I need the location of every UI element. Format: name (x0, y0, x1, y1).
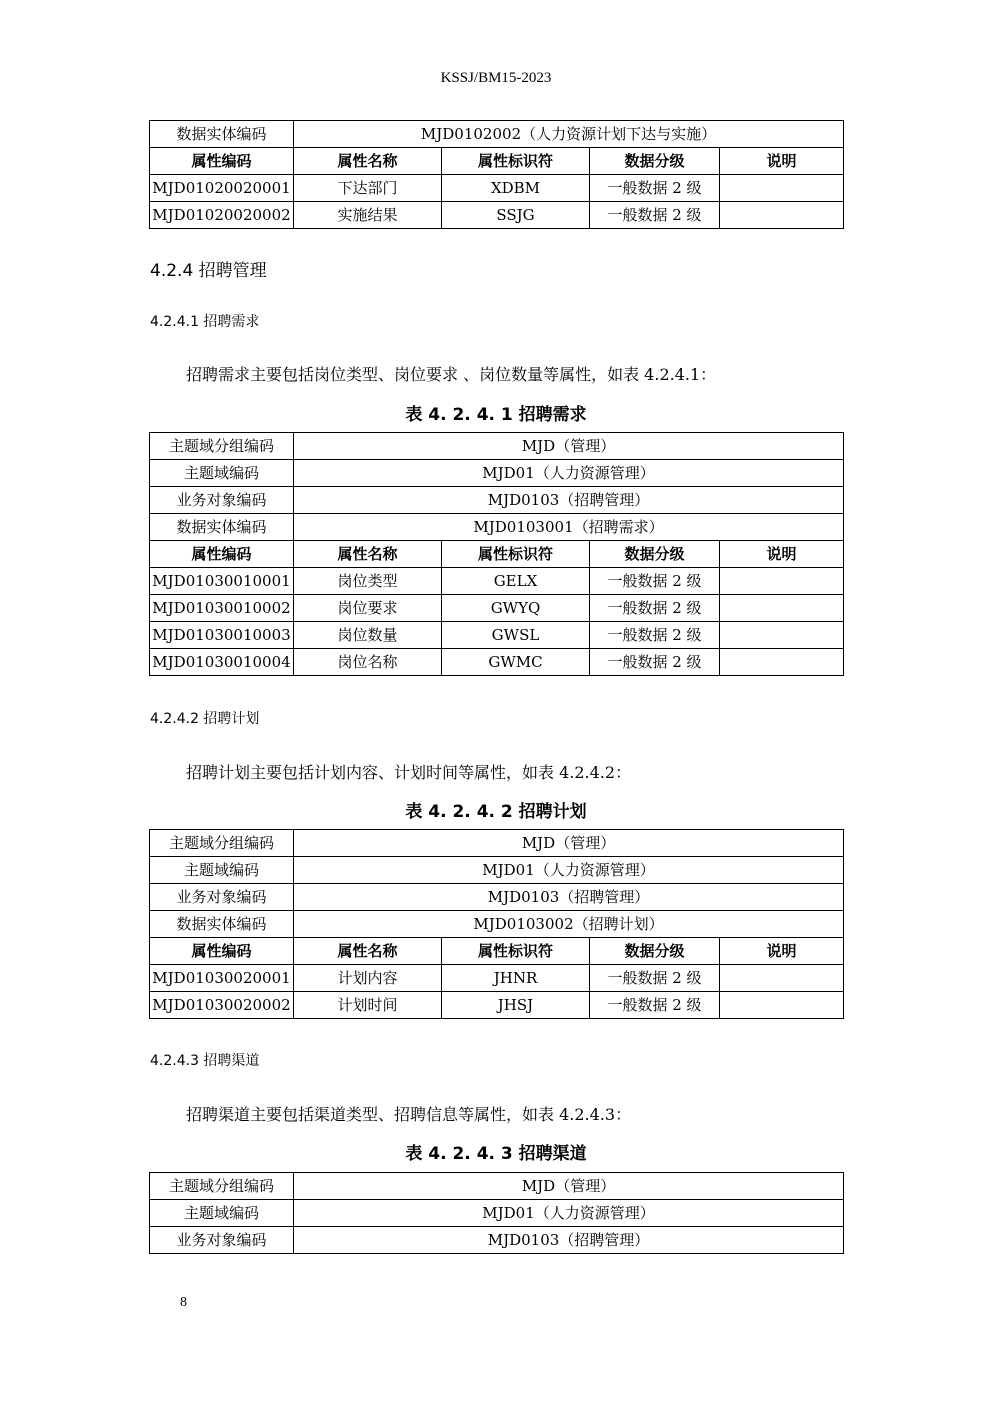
table-cell: MJD01030020001 (150, 965, 294, 992)
table-row (150, 965, 844, 992)
table-cell: 一般数据 2 级 (590, 992, 720, 1019)
table-cell: JHSJ (442, 992, 590, 1019)
table-row (150, 568, 844, 595)
meta-value: MJD0103001（招聘需求） (294, 514, 844, 541)
table-recruitment-channel (149, 1172, 844, 1254)
table-cell: GELX (442, 568, 590, 595)
table-cell: SSJG (442, 202, 590, 229)
meta-row (150, 1200, 844, 1227)
meta-value: MJD（管理） (294, 1173, 844, 1200)
column-header: 数据分级 (590, 148, 720, 175)
column-header: 属性编码 (150, 541, 294, 568)
table-cell: MJD01030010003 (150, 622, 294, 649)
meta-label: 数据实体编码 (150, 911, 294, 938)
table-cell: 岗位要求 (294, 595, 442, 622)
table-cell: MJD01030020002 (150, 992, 294, 1019)
table-cell: MJD01020020002 (150, 202, 294, 229)
table-cell: MJD01030010001 (150, 568, 294, 595)
table-cell: MJD01030010002 (150, 595, 294, 622)
table-cell: 计划时间 (294, 992, 442, 1019)
table-cell: 计划内容 (294, 965, 442, 992)
table-cell (720, 202, 844, 229)
meta-row (150, 857, 844, 884)
meta-label: 主题域分组编码 (150, 1173, 294, 1200)
table-row (150, 202, 844, 229)
column-header: 说明 (720, 938, 844, 965)
table-cell (720, 649, 844, 676)
table-cell: 一般数据 2 级 (590, 965, 720, 992)
table-caption-4-2-4-3: 表 4. 2. 4. 3 招聘渠道 (405, 1144, 587, 1164)
table-cell (720, 595, 844, 622)
table-cell: JHNR (442, 965, 590, 992)
table-cell: 岗位类型 (294, 568, 442, 595)
column-header: 数据分级 (590, 938, 720, 965)
section-heading-4-2-4-2: 4.2.4.2 招聘计划 (150, 711, 260, 727)
meta-row (150, 911, 844, 938)
column-header: 说明 (720, 541, 844, 568)
meta-label: 数据实体编码 (150, 121, 294, 148)
meta-label: 主题域编码 (150, 857, 294, 884)
table-cell (720, 175, 844, 202)
meta-value: MJD0103（招聘管理） (294, 1227, 844, 1254)
column-header: 属性名称 (294, 541, 442, 568)
paragraph-4-2-4-1: 招聘需求主要包括岗位类型、岗位要求 、岗位数量等属性，如表 4.2.4.1： (186, 365, 717, 384)
table-recruitment-demand (149, 432, 844, 676)
column-header: 属性名称 (294, 938, 442, 965)
meta-label: 主题域分组编码 (150, 433, 294, 460)
meta-value: MJD0103002（招聘计划） (294, 911, 844, 938)
column-header: 属性名称 (294, 148, 442, 175)
meta-value: MJD（管理） (294, 830, 844, 857)
meta-row (150, 1173, 844, 1200)
table-row (150, 175, 844, 202)
column-header: 属性标识符 (442, 541, 590, 568)
meta-value: MJD0103（招聘管理） (294, 884, 844, 911)
table-caption-4-2-4-2: 表 4. 2. 4. 2 招聘计划 (405, 802, 587, 822)
table-cell (720, 992, 844, 1019)
section-heading-4-2-4-3: 4.2.4.3 招聘渠道 (150, 1053, 260, 1069)
column-header: 数据分级 (590, 541, 720, 568)
table-row (150, 595, 844, 622)
column-header: 属性编码 (150, 938, 294, 965)
table-cell: 岗位名称 (294, 649, 442, 676)
meta-row (150, 830, 844, 857)
table-cell: GWYQ (442, 595, 590, 622)
paragraph-4-2-4-2: 招聘计划主要包括计划内容、计划时间等属性，如表 4.2.4.2： (186, 763, 632, 782)
table-hr-plan-implementation (149, 120, 844, 229)
table-header-row (150, 541, 844, 568)
column-header: 属性标识符 (442, 148, 590, 175)
table-cell (720, 965, 844, 992)
table-row (150, 649, 844, 676)
meta-row (150, 884, 844, 911)
meta-label: 数据实体编码 (150, 514, 294, 541)
table-cell: 一般数据 2 级 (590, 595, 720, 622)
meta-label: 主题域编码 (150, 1200, 294, 1227)
table-row (150, 992, 844, 1019)
meta-row (150, 514, 844, 541)
table-caption-4-2-4-1: 表 4. 2. 4. 1 招聘需求 (405, 405, 587, 425)
meta-label: 业务对象编码 (150, 487, 294, 514)
table-cell: 一般数据 2 级 (590, 202, 720, 229)
meta-value: MJD0102002（人力资源计划下达与实施） (294, 121, 844, 148)
column-header: 属性编码 (150, 148, 294, 175)
table-cell: MJD01030010004 (150, 649, 294, 676)
meta-label: 业务对象编码 (150, 884, 294, 911)
column-header: 属性标识符 (442, 938, 590, 965)
table-header-row (150, 938, 844, 965)
meta-row (150, 433, 844, 460)
table-row (150, 622, 844, 649)
meta-row (150, 121, 844, 148)
table-cell: 一般数据 2 级 (590, 649, 720, 676)
meta-row (150, 487, 844, 514)
page-header: KSSJ/BM15-2023 (440, 70, 552, 86)
table-cell: 下达部门 (294, 175, 442, 202)
section-heading-4-2-4-1: 4.2.4.1 招聘需求 (150, 314, 260, 330)
table-cell: 一般数据 2 级 (590, 175, 720, 202)
meta-value: MJD0103（招聘管理） (294, 487, 844, 514)
meta-value: MJD01（人力资源管理） (294, 1200, 844, 1227)
table-cell: 一般数据 2 级 (590, 622, 720, 649)
table-cell: 一般数据 2 级 (590, 568, 720, 595)
meta-row (150, 460, 844, 487)
table-cell: 实施结果 (294, 202, 442, 229)
meta-value: MJD01（人力资源管理） (294, 460, 844, 487)
section-heading-4-2-4: 4.2.4 招聘管理 (150, 261, 267, 281)
table-cell (720, 622, 844, 649)
table-cell: XDBM (442, 175, 590, 202)
table-cell (720, 568, 844, 595)
paragraph-4-2-4-3: 招聘渠道主要包括渠道类型、招聘信息等属性，如表 4.2.4.3： (186, 1105, 632, 1124)
meta-value: MJD01（人力资源管理） (294, 857, 844, 884)
meta-label: 主题域分组编码 (150, 830, 294, 857)
table-cell: GWMC (442, 649, 590, 676)
table-recruitment-plan (149, 829, 844, 1019)
table-cell: MJD01020020001 (150, 175, 294, 202)
table-header-row (150, 148, 844, 175)
meta-label: 主题域编码 (150, 460, 294, 487)
column-header: 说明 (720, 148, 844, 175)
meta-value: MJD（管理） (294, 433, 844, 460)
table-cell: 岗位数量 (294, 622, 442, 649)
meta-label: 业务对象编码 (150, 1227, 294, 1254)
page-number: 8 (180, 1295, 187, 1310)
table-cell: GWSL (442, 622, 590, 649)
meta-row (150, 1227, 844, 1254)
